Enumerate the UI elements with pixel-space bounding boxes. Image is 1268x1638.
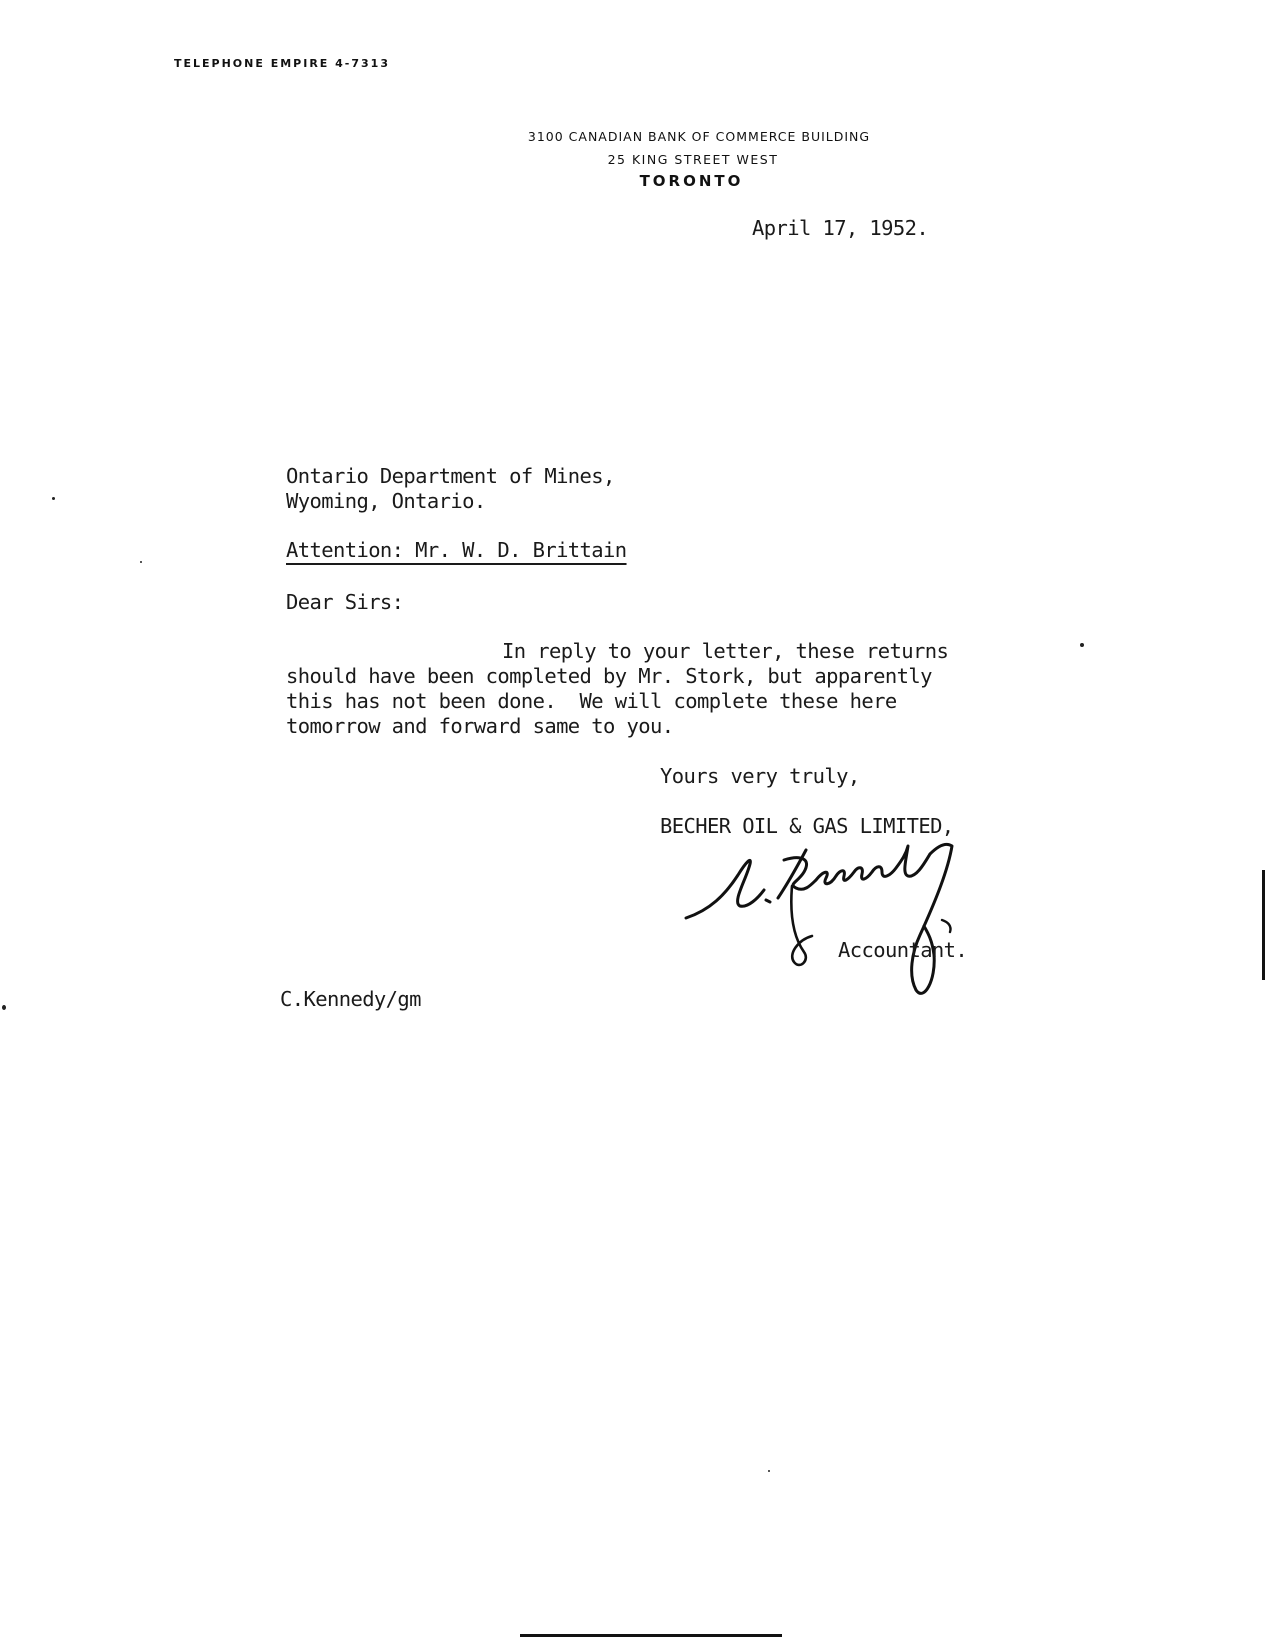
scan-speck (140, 561, 142, 563)
signer-title: Accountant. (838, 938, 968, 962)
signature-stroke (791, 886, 812, 965)
recipient-line: Ontario Department of Mines, (286, 464, 615, 488)
bottom-rule (520, 1634, 782, 1637)
letterhead-address-line-2: 25 KING STREET WEST (607, 152, 779, 167)
letterhead-address-line-1: 3100 CANADIAN BANK OF COMMERCE BUILDING (527, 129, 871, 144)
attention-line: Attention: Mr. W. D. Brittain (286, 538, 627, 562)
company-name: BECHER OIL & GAS LIMITED, (660, 814, 954, 838)
body-line: tomorrow and forward same to you. (286, 714, 674, 738)
salutation: Dear Sirs: (286, 590, 404, 614)
scan-edge-mark (1262, 870, 1265, 980)
recipient-line: Wyoming, Ontario. (286, 489, 486, 513)
reference-initials: C.Kennedy/gm (280, 987, 421, 1011)
signature-stroke (766, 900, 770, 902)
letterhead-telephone: TELEPHONE EMPIRE 4-7313 (174, 57, 390, 70)
signature-stroke (942, 920, 951, 932)
signature-stroke (912, 844, 952, 993)
body-line: this has not been done. We will complete these here (286, 689, 897, 713)
signature-stroke (686, 860, 764, 918)
handwritten-signature (680, 840, 1040, 1010)
letter-date: April 17, 1952. (752, 216, 929, 240)
letterhead-city: TORONTO (639, 172, 744, 190)
scan-speck (768, 1470, 770, 1472)
scan-speck (2, 1005, 6, 1010)
body-line: should have been completed by Mr. Stork, but apparently (286, 664, 932, 688)
scan-speck (52, 497, 55, 500)
body-line: In reply to your letter, these returns (502, 639, 949, 663)
closing: Yours very truly, (660, 764, 860, 788)
signature-stroke (816, 846, 930, 884)
scan-speck (1080, 643, 1084, 647)
